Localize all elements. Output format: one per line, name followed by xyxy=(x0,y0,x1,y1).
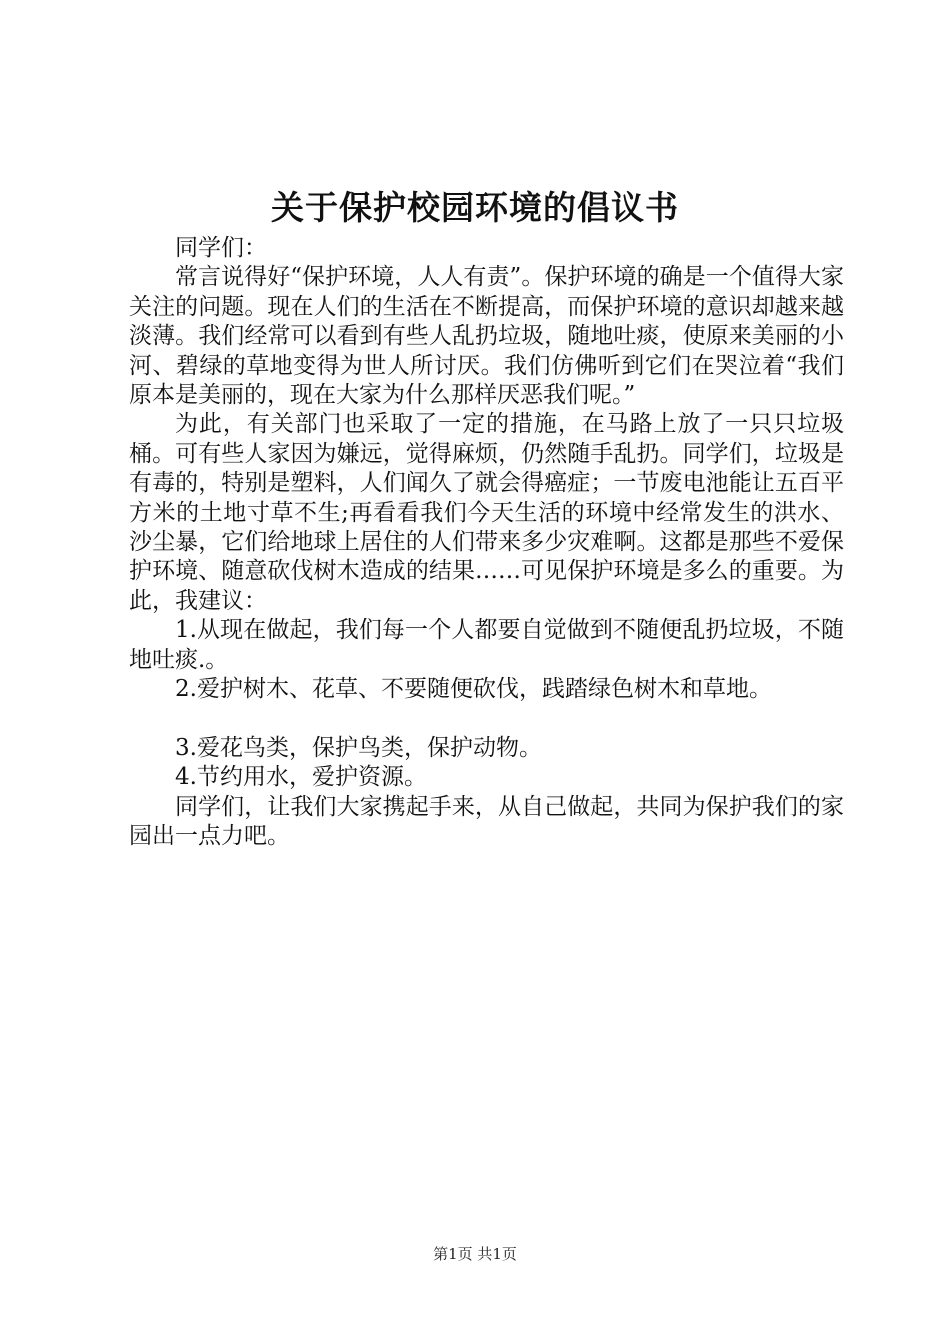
suggestion-item-4: 4.节约用水，爱护资源。 xyxy=(175,764,427,791)
suggestion-item-1: 1.从现在做起，我们每一个人都要自觉做到不随便乱扔垃圾，不随地吐痰.。 xyxy=(129,617,844,673)
page-footer: 第1页 共1页 xyxy=(433,1245,517,1263)
paragraph-measures: 为此，有关部门也采取了一定的措施，在马路上放了一只只垃圾桶。可有些人家因为嫌远，觉得麻烦，仍然随手乱扔。同学们，垃圾是有毒的，特别是塑料，人们闻久了就会得癌症；一节废电池能让五百平方米的土地寸草不生;再看看我们今天生活的环境中经常发生的洪水、沙尘暴，它们给地球上居住的人们带来多少灾难啊。这都是那些不爱保护环境、随意砍伐树木造成的结果……可见保护环境是多么的重要。为此，我建议： xyxy=(129,411,844,614)
blank-line xyxy=(129,705,844,734)
closing-paragraph: 同学们，让我们大家携起手来，从自己做起，共同为保护我们的家园出一点力吧。 xyxy=(129,793,844,850)
document-body xyxy=(129,234,844,852)
suggestion-item-2: 2.爱护树木、花草、不要随便砍伐，践踏绿色树木和草地。 xyxy=(175,676,772,703)
suggestion-item-3: 3.爱花鸟类，保护鸟类，保护动物。 xyxy=(175,734,542,761)
paragraph-intro: 常言说得好“保护环境，人人有责”。保护环境的确是一个值得大家关注的问题。现在人们的生活在不断提高，而保护环境的意识却越来越淡薄。我们经常可以看到有些人乱扔垃圾，随地吐痰，使原来美丽的小河、碧绿的草地变得为世人所讨厌。我们仿佛听到它们在哭泣着“我们原本是美丽的，现在大家为什么那样厌恶我们呢。” xyxy=(129,264,844,409)
document-title: 关于保护校园环境的倡议书 xyxy=(271,188,679,227)
salutation: 同学们： xyxy=(175,235,267,261)
